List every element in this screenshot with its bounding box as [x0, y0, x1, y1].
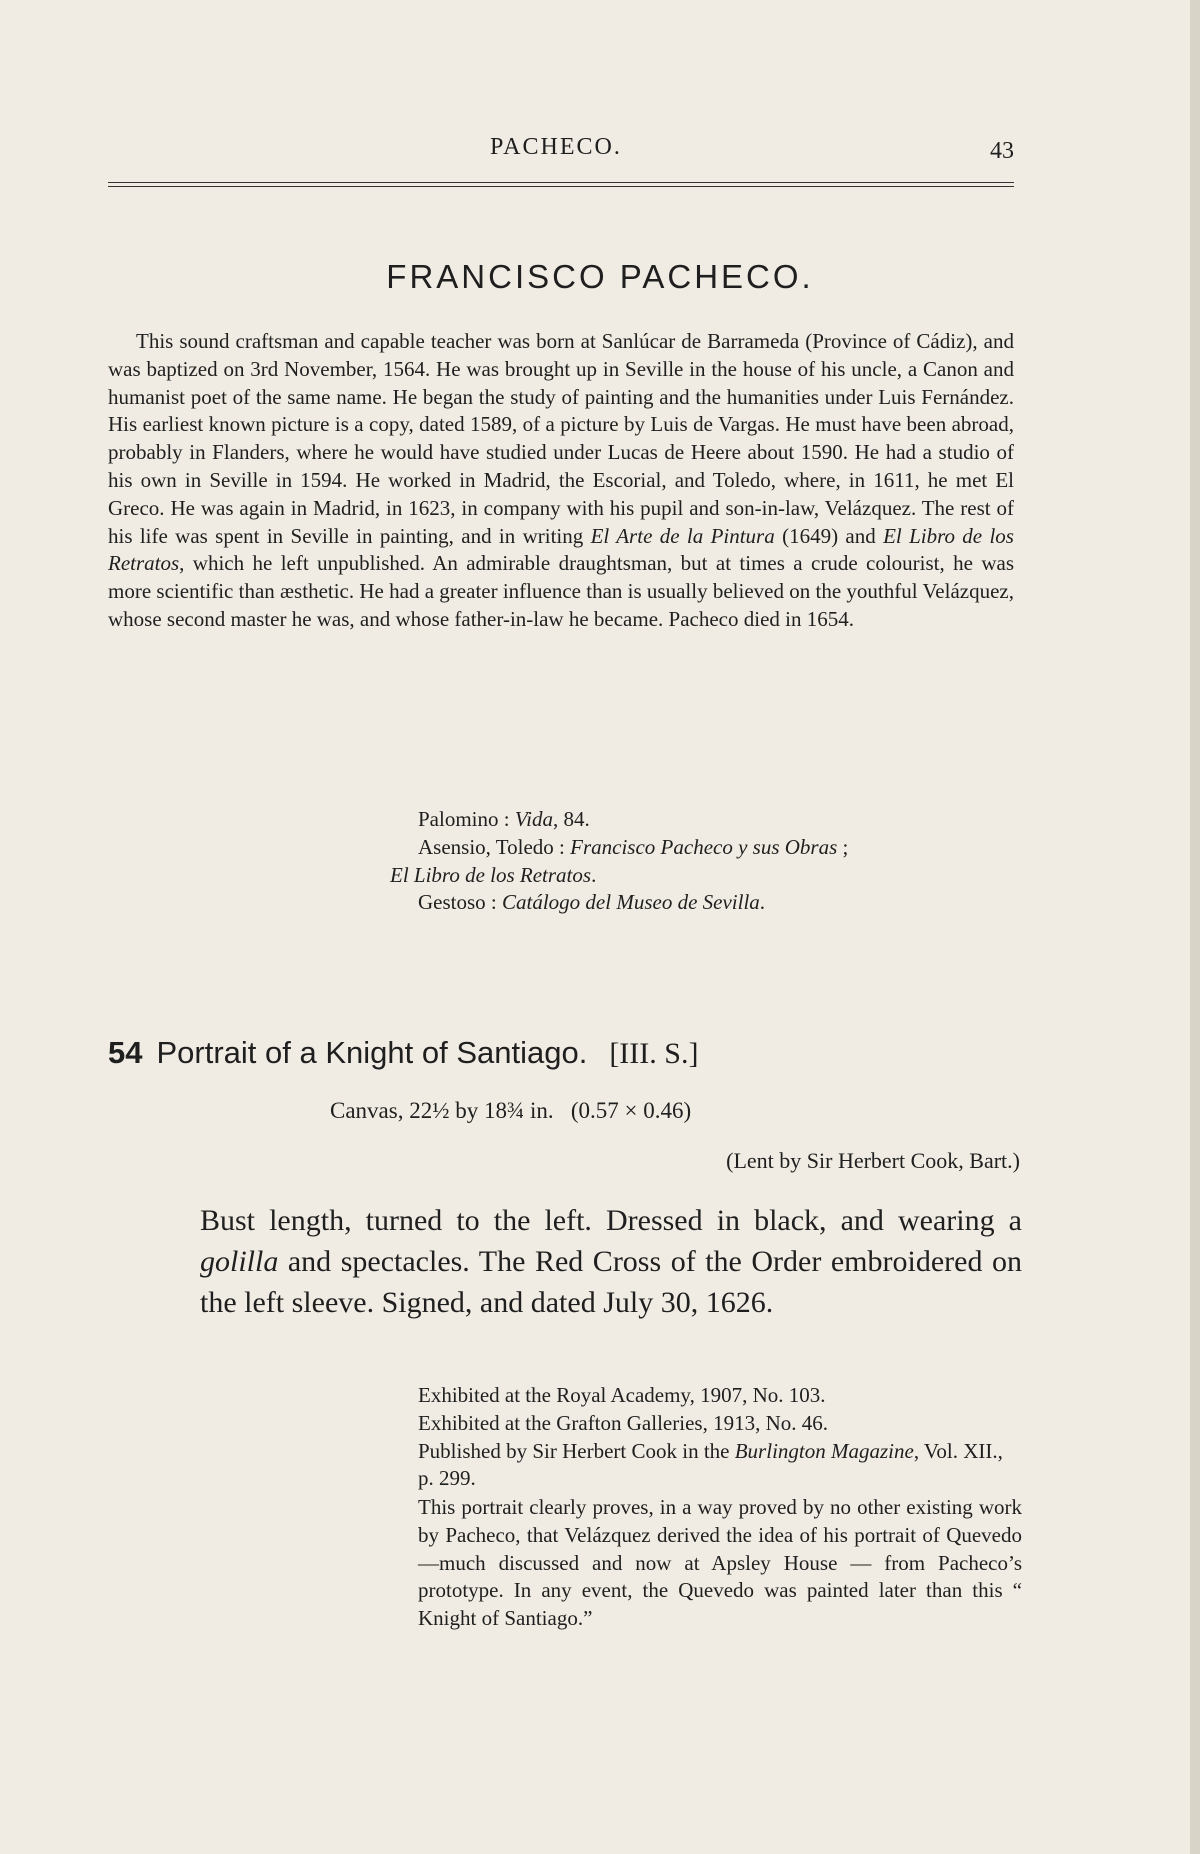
bibliography	[390, 806, 1018, 917]
work-title: El Arte de la Pintura	[590, 523, 775, 548]
artist-biography	[108, 328, 1014, 634]
entry-lender: (Lent by Sir Herbert Cook, Bart.)	[726, 1148, 1020, 1173]
exhibition-history	[418, 1382, 1022, 1493]
journal-title: Burlington Magazine	[734, 1438, 914, 1463]
running-title: PACHECO.	[490, 134, 622, 160]
reference-title: El Libro de los Retratos	[390, 862, 592, 887]
running-head	[0, 134, 1200, 174]
biography-text: (1649) and	[774, 523, 884, 548]
entry-title: Portrait of a Knight of Santiago.	[156, 1035, 588, 1070]
page-number: 43	[990, 138, 1014, 164]
reference	[418, 889, 1018, 917]
work-title: El Libro de los Retratos	[108, 523, 1014, 576]
reference	[418, 806, 1018, 834]
entry-heading	[108, 1035, 1028, 1071]
publication-record	[418, 1438, 1022, 1494]
reference	[390, 862, 1018, 890]
reference-author: Gestoso :	[418, 890, 502, 915]
exhibition-record: Exhibited at the Royal Academy, 1907, No. 103.	[418, 1383, 826, 1407]
artist-heading: FRANCISCO PACHECO.	[386, 258, 814, 295]
header-rule-thin	[108, 186, 1014, 187]
reference-title: Vida	[514, 807, 553, 831]
biography-text: , which he left unpublished. An admirable draughtsman, but at times a crude colourist, he was more scientific than æsthetic. He had a greater influence than is usually believed on the youthful Velázquez, whose second master he was, and whose father-in-law he became. Pacheco died in 1654.	[108, 551, 1014, 631]
description-term: golilla	[200, 1245, 279, 1278]
entry-description	[200, 1200, 1022, 1323]
publication-text: , Vol. XII., p. 299.	[418, 1438, 1003, 1491]
reference-title: Catálogo del Museo de Sevilla	[502, 890, 760, 915]
biography-text: This sound craftsman and capable teacher was born at Sanlúcar de Barrameda (Province of Cádiz), and was baptized on 3rd November, 1564. He was brought up in Seville in the house of his uncle, a Canon and humanist poet of the same name. He began the study of painting and the humanities under Luis Fernández. His earliest known picture is a copy, dated 1589, of a picture by Luis de Vargas. He must have been abroad, probably in Flanders, where he would have studied under Lucas de Heere about 1590. He had a studio of his own in Seville in 1594. He worked in Madrid, the Escorial, and Toledo, where, in 1611, he met El Greco. He was again in Madrid, in 1623, in company with his pupil and son-in-law, Velázquez. The rest of his life was spent in Seville in painting, and in writing	[108, 329, 1014, 548]
reference-detail: ;	[837, 834, 849, 859]
reference-detail: , 84.	[552, 807, 590, 831]
entry-commentary: This portrait clearly proves, in a way proved by no other existing work by Pacheco, that Velázquez derived the idea of his portrait of Quevedo—much discussed and now at Apsley House — from Pacheco’s prototype. In any event, the Quevedo was painted later than this “ Knight of Santiago.”	[418, 1495, 1022, 1631]
exhibition-record: Exhibited at the Grafton Galleries, 1913, No. 46.	[418, 1410, 828, 1435]
reference-author: Asensio, Toledo :	[418, 834, 571, 859]
biography-paragraph	[108, 328, 1014, 634]
reference	[418, 834, 1018, 862]
entry-number: 54	[108, 1035, 143, 1070]
description-text: and spectacles. The Red Cross of the Order embroidered on the left sleeve. Signed, and dated July 30, 1626.	[200, 1245, 1022, 1319]
publication-text: Published by Sir Herbert Cook in the	[418, 1438, 735, 1463]
header-rule	[108, 182, 1014, 183]
reference-title: Francisco Pacheco y sus Obras	[570, 834, 838, 859]
description-text: Bust length, turned to the left. Dressed in black, and wearing a	[200, 1204, 1022, 1237]
entry-dimensions: Canvas, 22½ by 18¾ in. (0.57 × 0.46)	[330, 1098, 692, 1123]
reference-detail: .	[591, 862, 597, 887]
entry-series: [III. S.]	[609, 1037, 699, 1070]
reference-author: Palomino :	[418, 807, 515, 831]
reference-detail: .	[759, 890, 766, 915]
